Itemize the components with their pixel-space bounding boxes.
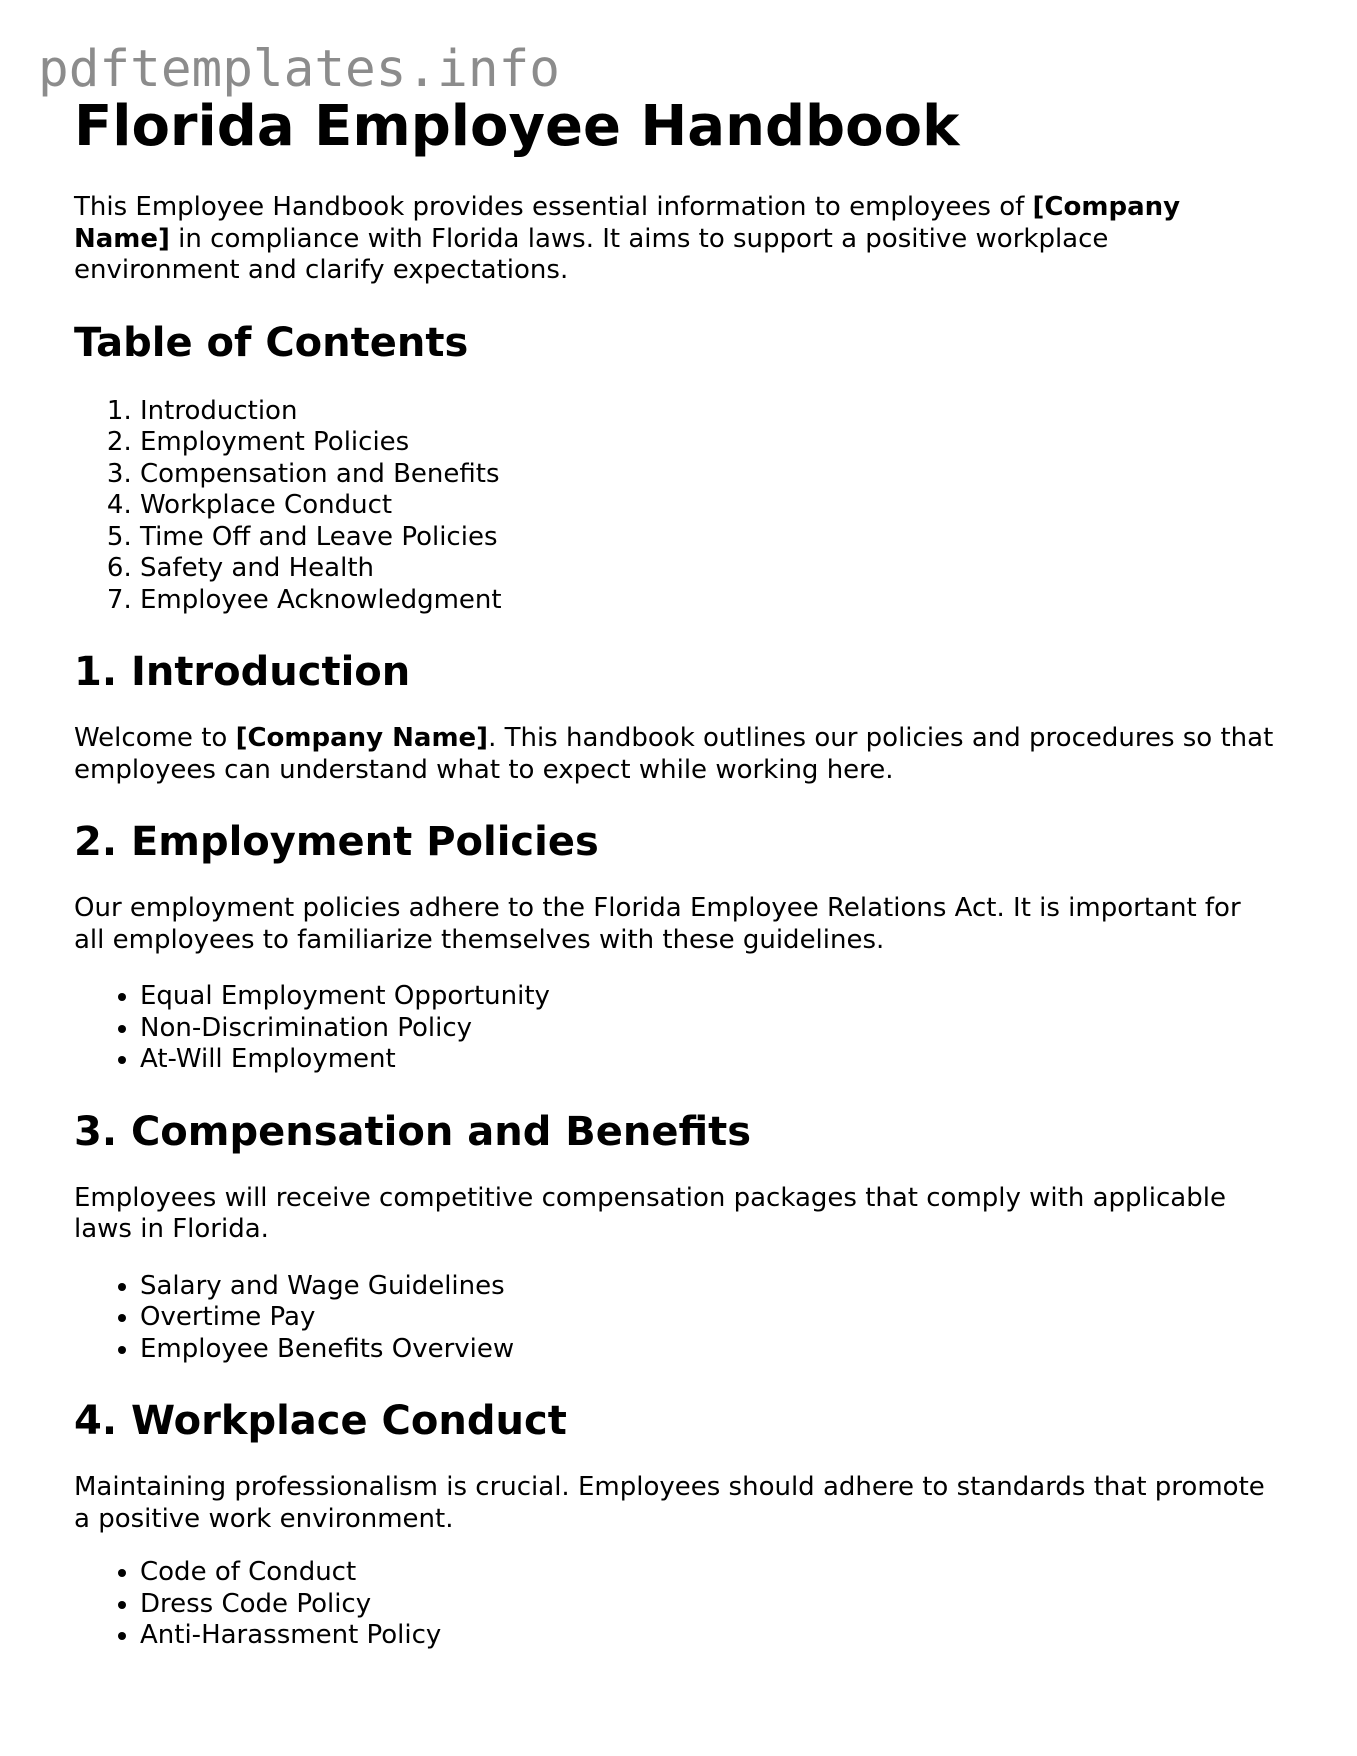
section-introduction-text [74,723,1274,786]
list-item: • Salary and Wage Guidelines [140,1271,1274,1303]
toc-list [74,396,1274,617]
list-item: • Code of Conduct [140,1557,1274,1589]
toc-item: 7. Employee Acknowledgment [140,585,1274,617]
intro-text-after: in compliance with Florida laws. It aims to support a positive workplace environment and clarify expectations. [74,223,1109,285]
intro-paragraph [74,192,1274,287]
section-employment-text: Our employment policies adhere to the Florida Employee Relations Act. It is important for all employees to familiarize themselves with these guidelines. [74,893,1241,955]
section-compensation-text: Employees will receive competitive compensation packages that comply with applicable laws in Florida. [74,1182,1226,1244]
section-compensation-heading: 3. Compensation and Benefits [74,1108,752,1155]
page-title: Florida Employee Handbook [74,94,960,159]
intro-text-before: This Employee Handbook provides essential information to employees of [74,192,1033,222]
document-page [74,92,1274,1652]
list-item: • Overtime Pay [140,1302,1274,1334]
employment-policy-list [74,981,1274,1076]
toc-item: 6. Safety and Health [140,553,1274,585]
list-item: • At-Will Employment [140,1044,1274,1076]
toc-item: 3. Compensation and Benefits [140,459,1274,491]
welcome-company-name: [Company Name] [235,723,489,753]
welcome-text-after: . This handbook outlines our policies and procedures so that employees can understand what to expect while working here. [74,723,1274,785]
section-conduct-heading: 4. Workplace Conduct [74,1398,567,1444]
section-introduction-heading: 1. Introduction [74,649,411,695]
list-item: • Dress Code Policy [140,1589,1274,1621]
conduct-list [74,1557,1274,1652]
toc-item: 5. Time Off and Leave Policies [140,522,1274,554]
toc-item: 2. Employment Policies [140,427,1274,459]
watermark: pdftemplates.info [38,40,560,99]
toc-heading: Table of Contents [74,319,469,366]
intro-company-name: [Company Name] [74,192,1181,254]
toc-item: 4. Workplace Conduct [140,490,1274,522]
toc-item: 1. Introduction [140,396,1274,428]
list-item: • Employee Benefits Overview [140,1334,1274,1366]
section-employment-heading: 2. Employment Policies [74,819,599,865]
list-item: • Anti-Harassment Policy [140,1620,1274,1652]
list-item: • Equal Employment Opportunity [140,981,1274,1013]
section-conduct-text: Maintaining professionalism is crucial. Employees should adhere to standards that promote a positive work environment. [74,1472,1265,1534]
compensation-list [74,1271,1274,1366]
list-item: • Non-Discrimination Policy [140,1013,1274,1045]
welcome-text-before: Welcome to [74,723,236,753]
